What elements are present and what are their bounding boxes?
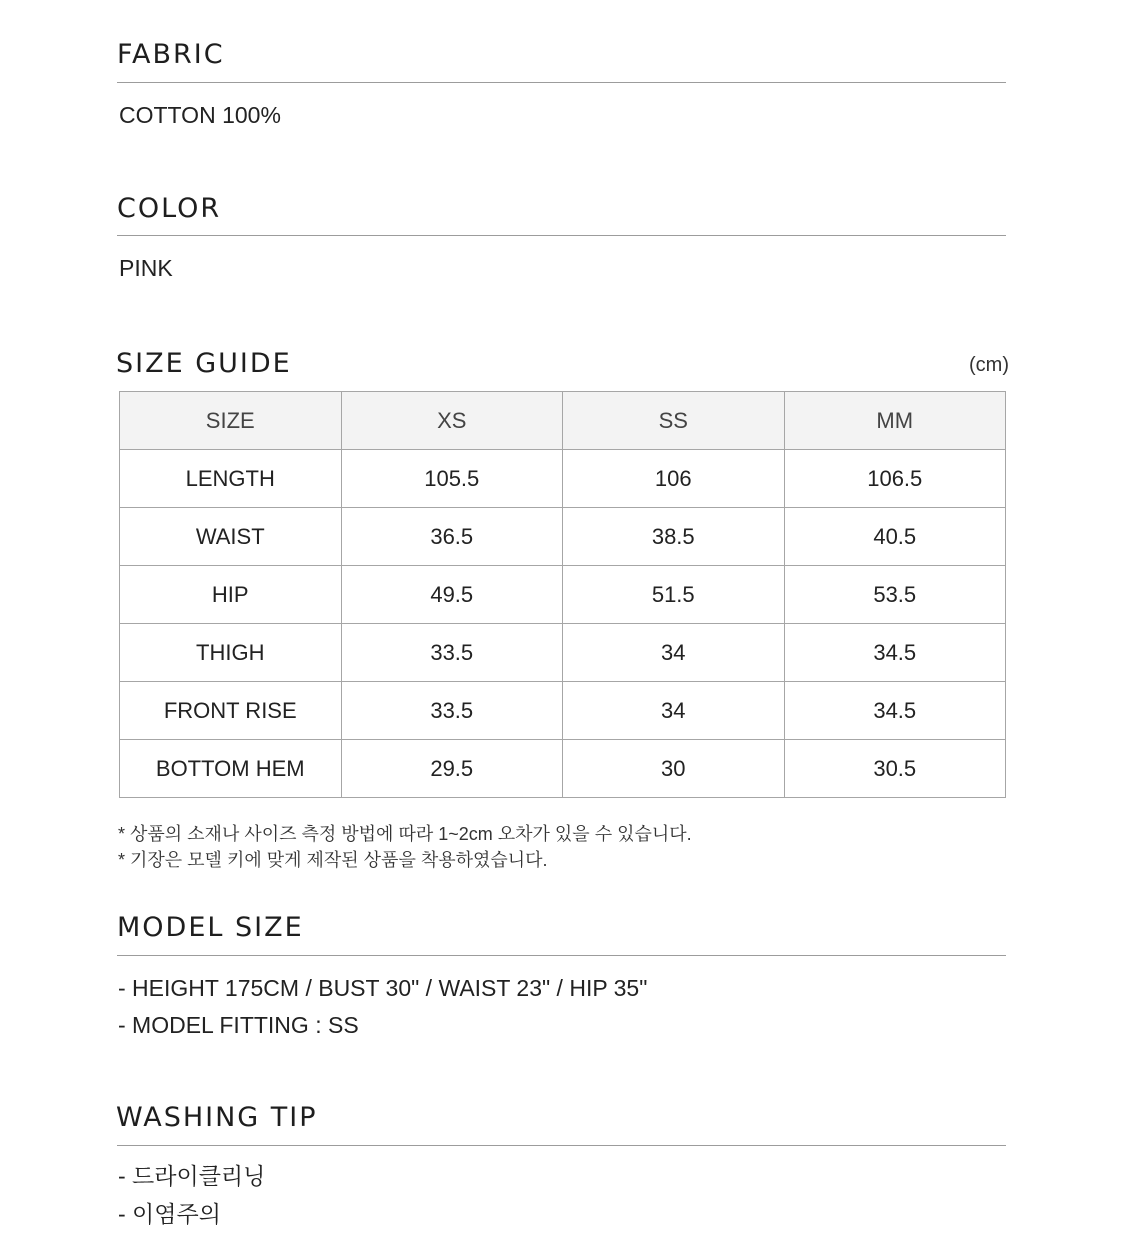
fabric-value: COTTON 100%	[119, 102, 281, 128]
table-cell: 49.5	[341, 566, 563, 624]
table-cell: 34	[563, 624, 785, 682]
table-cell: 30.5	[784, 740, 1006, 798]
table-row	[120, 566, 1006, 624]
color-divider	[117, 235, 1006, 236]
model-size-line: - HEIGHT 175CM / BUST 30" / WAIST 23" / HIP 35"	[118, 975, 648, 1001]
size-note: * 상품의 소재나 사이즈 측정 방법에 따라 1~2cm 오차가 있을 수 있습니다.	[118, 824, 692, 844]
color-heading: COLOR	[117, 193, 222, 224]
table-cell: 40.5	[784, 508, 1006, 566]
color-value: PINK	[119, 255, 173, 281]
washing-tip-divider	[117, 1145, 1006, 1146]
row-label: WAIST	[120, 508, 342, 566]
table-cell: 51.5	[563, 566, 785, 624]
table-cell: 38.5	[563, 508, 785, 566]
fabric-heading: FABRIC	[117, 39, 225, 70]
washing-tip-line: - 드라이클리닝	[118, 1163, 266, 1189]
table-row	[120, 624, 1006, 682]
row-label: THIGH	[120, 624, 342, 682]
table-cell: 30	[563, 740, 785, 798]
table-cell: 53.5	[784, 566, 1006, 624]
table-row	[120, 740, 1006, 798]
row-label: BOTTOM HEM	[120, 740, 342, 798]
model-size-line: - MODEL FITTING : SS	[118, 1012, 359, 1038]
size-note: * 기장은 모델 키에 맞게 제작된 상품을 착용하였습니다.	[118, 850, 548, 870]
table-cell: 34.5	[784, 682, 1006, 740]
table-cell: 34	[563, 682, 785, 740]
table-cell: 29.5	[341, 740, 563, 798]
table-cell: 106.5	[784, 450, 1006, 508]
size-table	[119, 391, 1006, 798]
table-cell: 105.5	[341, 450, 563, 508]
table-header-row	[120, 392, 1006, 450]
table-row	[120, 450, 1006, 508]
column-header: SIZE	[120, 392, 342, 450]
column-header: SS	[563, 392, 785, 450]
unit-label: (cm)	[969, 354, 1009, 376]
row-label: FRONT RISE	[120, 682, 342, 740]
table-cell: 33.5	[341, 682, 563, 740]
fabric-divider	[117, 82, 1006, 83]
table-cell: 106	[563, 450, 785, 508]
column-header: XS	[341, 392, 563, 450]
row-label: LENGTH	[120, 450, 342, 508]
model-size-divider	[117, 955, 1006, 956]
row-label: HIP	[120, 566, 342, 624]
table-row	[120, 508, 1006, 566]
washing-tip-line: - 이염주의	[118, 1201, 221, 1227]
column-header: MM	[784, 392, 1006, 450]
size-guide-heading: SIZE GUIDE	[116, 348, 292, 379]
table-cell: 33.5	[341, 624, 563, 682]
table-cell: 34.5	[784, 624, 1006, 682]
table-row	[120, 682, 1006, 740]
table-cell: 36.5	[341, 508, 563, 566]
washing-tip-heading: WASHING TIP	[116, 1102, 318, 1133]
model-size-heading: MODEL SIZE	[117, 912, 304, 943]
